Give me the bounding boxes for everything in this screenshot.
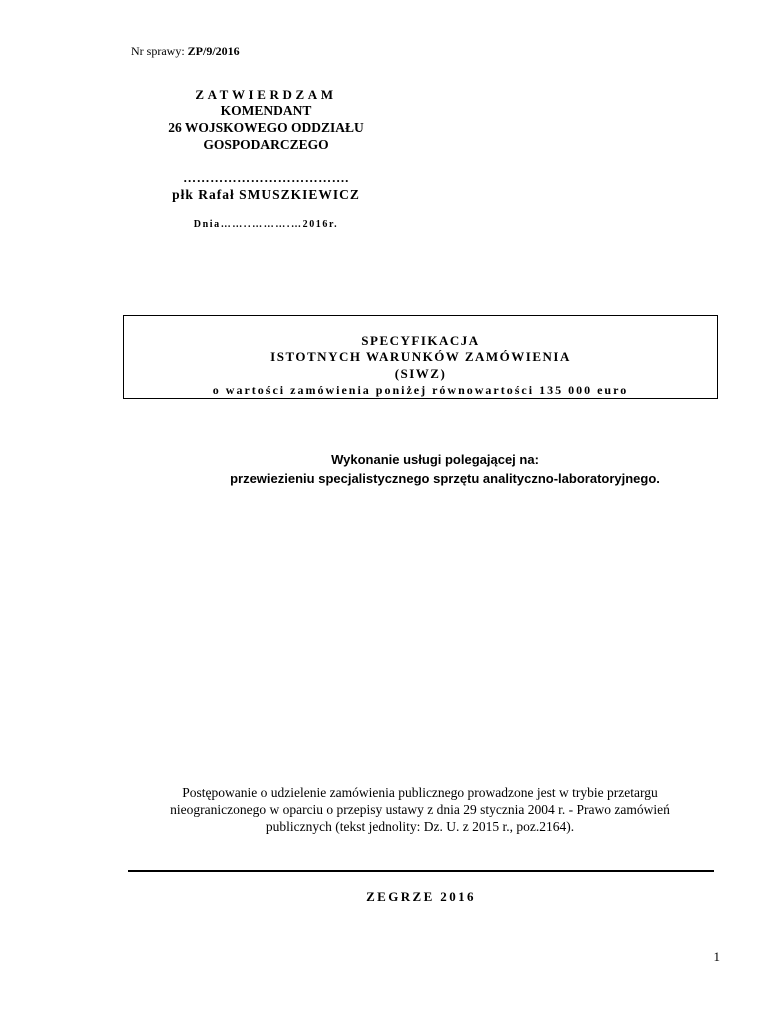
- subject-heading: Wykonanie usługi polegającej na:: [331, 452, 539, 467]
- case-number-line: [131, 44, 240, 59]
- specification-title-line2: ISTOTNYCH WARUNKÓW ZAMÓWIENIA: [270, 349, 571, 364]
- subject-description: przewiezieniu specjalistycznego sprzętu analityczno-laboratoryjnego.: [230, 471, 660, 486]
- footer-divider: [128, 870, 714, 872]
- specification-value-threshold: o wartości zamówienia poniżej równowartości 135 000 euro: [212, 383, 629, 397]
- case-number-value: ZP/9/2016: [187, 44, 240, 58]
- place-and-year: ZEGRZE 2016: [366, 889, 476, 904]
- approver-position-line2: 26 WOJSKOWEGO ODDZIAŁU: [168, 120, 364, 135]
- signatory-name: płk Rafał SMUSZKIEWICZ: [172, 187, 360, 202]
- procedure-text-line2: nieograniczonego w oparciu o przepisy ustawy z dnia 29 stycznia 2004 r. - Prawo zamówień: [170, 802, 670, 817]
- procedure-text-line1: Postępowanie o udzielenie zamówienia publicznego prowadzone jest w trybie przetargu: [182, 785, 658, 800]
- specification-abbreviation: (SIWZ): [394, 366, 447, 381]
- approval-heading: ZATWIERDZAM: [195, 87, 337, 102]
- approval-date-line: Dnia……..……….…2016r.: [193, 219, 339, 230]
- specification-title-line1: SPECYFIKACJA: [361, 333, 480, 348]
- case-number-label: Nr sprawy:: [131, 44, 188, 58]
- approver-position-line1: KOMENDANT: [220, 103, 312, 118]
- procedure-text-line3: publicznych (tekst jednolity: Dz. U. z 2015 r., poz.2164).: [265, 819, 575, 834]
- approver-position-line3: GOSPODARCZEGO: [203, 137, 329, 152]
- page-number: 1: [713, 949, 720, 964]
- signature-placeholder: ……………………………….: [183, 170, 349, 185]
